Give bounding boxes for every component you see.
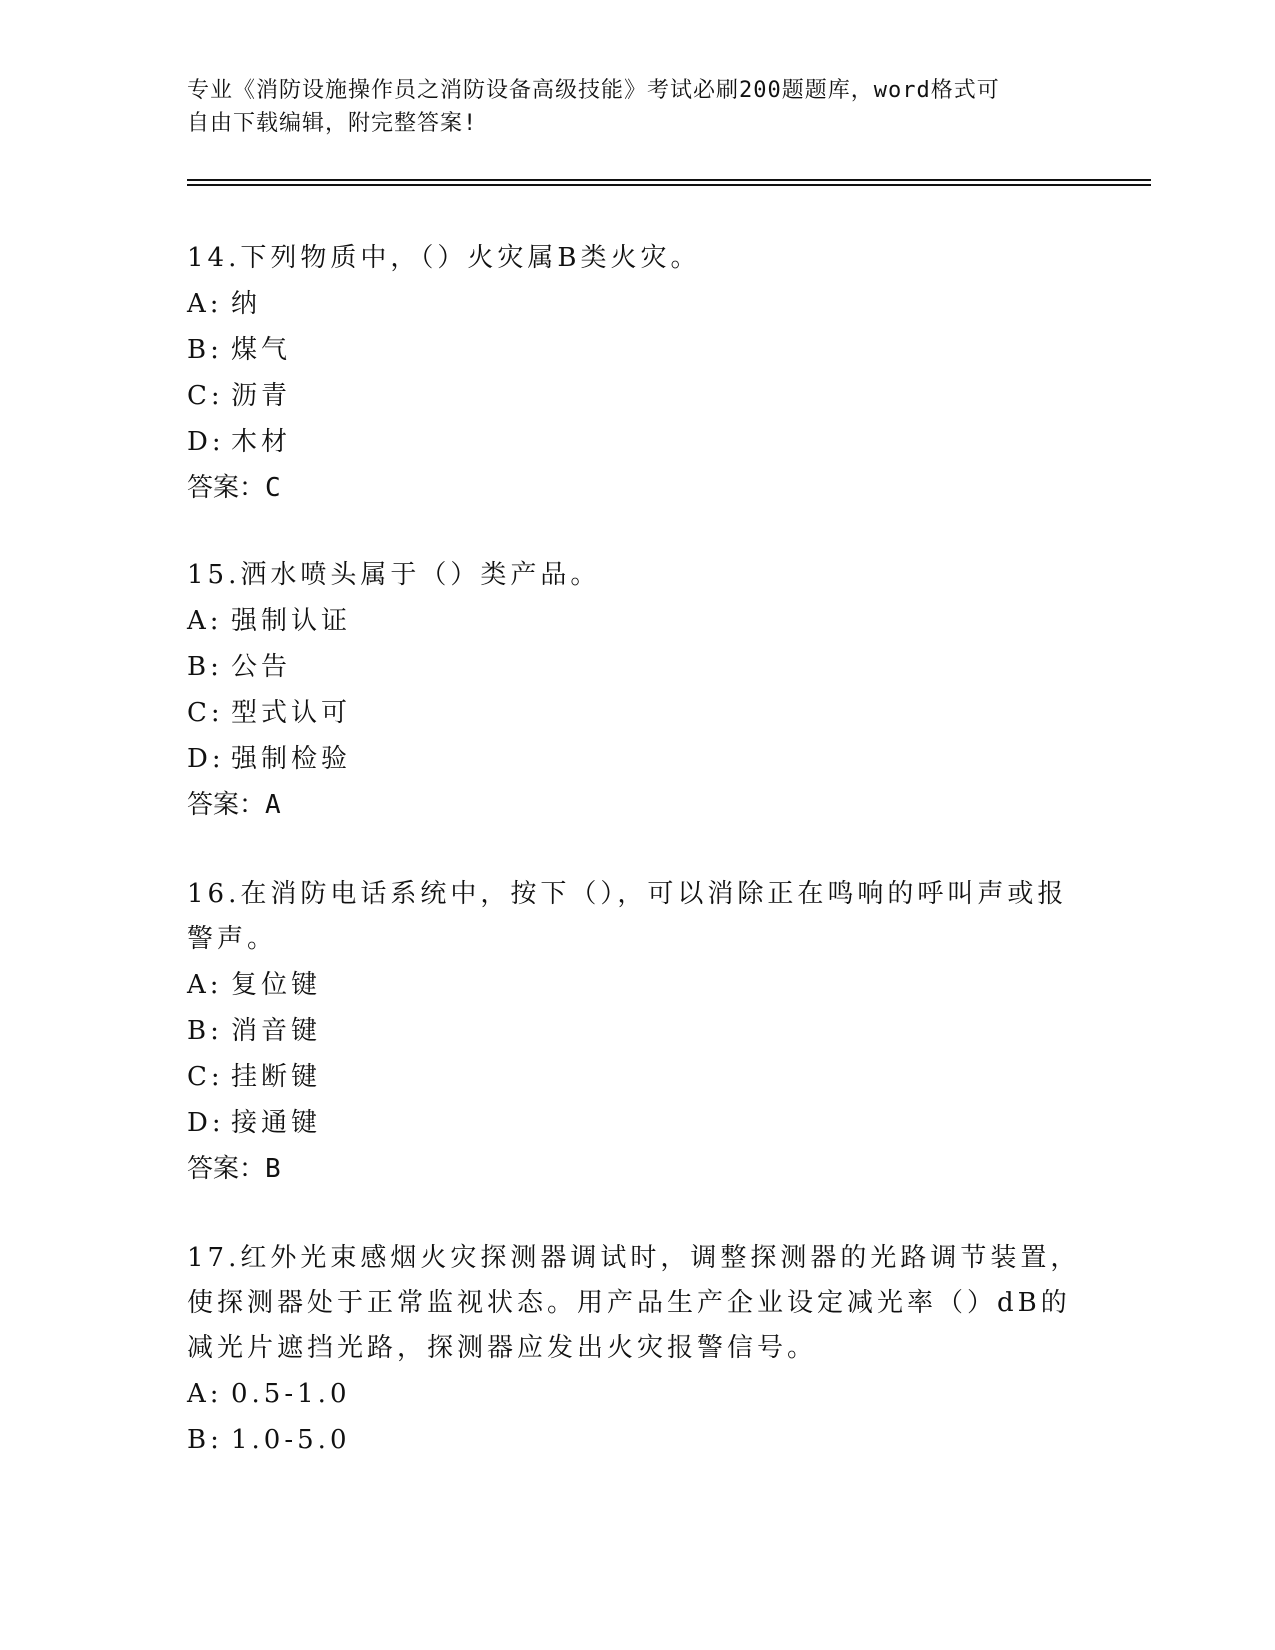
- option-b: [187, 1008, 1087, 1054]
- option-c: [187, 1054, 1087, 1100]
- question-stem: 15.洒水喷头属于（）类产品。: [187, 560, 601, 590]
- question-15: [187, 553, 1087, 828]
- option-key: B:: [187, 652, 223, 682]
- option-b: [187, 1417, 1087, 1463]
- option-a: [187, 281, 1087, 327]
- option-key: D:: [187, 1108, 225, 1138]
- option-d: [187, 736, 1087, 782]
- answer-line: 答案：B: [187, 1154, 281, 1184]
- option-key: C:: [187, 1062, 224, 1092]
- option-d: [187, 419, 1087, 465]
- option-b: [187, 327, 1087, 373]
- option-key: A:: [187, 1379, 223, 1409]
- header-line-1: 专业《消防设施操作员之消防设备高级技能》考试必刷200题题库，word格式可: [187, 78, 1000, 103]
- option-key: A:: [187, 970, 223, 1000]
- option-text: 挂断键: [231, 1062, 322, 1092]
- option-key: A:: [187, 289, 223, 319]
- option-text: 强制检验: [231, 744, 352, 774]
- option-b: [187, 644, 1087, 690]
- option-text: 公告: [231, 652, 292, 682]
- option-text: 强制认证: [231, 606, 352, 636]
- option-text: 0.5-1.0: [231, 1379, 351, 1409]
- option-text: 接通键: [231, 1108, 322, 1138]
- question-17: [187, 1236, 1087, 1463]
- option-text: 型式认可: [231, 698, 352, 728]
- option-c: [187, 373, 1087, 419]
- option-text: 1.0-5.0: [231, 1425, 351, 1455]
- option-key: B:: [187, 1016, 223, 1046]
- option-text: 消音键: [231, 1016, 322, 1046]
- document-header: [187, 74, 1067, 140]
- option-d: [187, 1100, 1087, 1146]
- option-text: 木材: [231, 427, 292, 457]
- option-key: D:: [187, 427, 225, 457]
- question-stem: 16.在消防电话系统中，按下（），可以消除正在鸣响的呼叫声或报警声。: [187, 879, 1068, 954]
- option-a: [187, 598, 1087, 644]
- header-line-2: 自由下载编辑，附完整答案!: [187, 111, 478, 136]
- question-stem: 17.红外光束感烟火灾探测器调试时，调整探测器的光路调节装置，使探测器处于正常监视状态。用产品生产企业设定减光率（）dB的减光片遮挡光路，探测器应发出火灾报警信号。: [187, 1243, 1081, 1363]
- option-key: B:: [187, 1425, 223, 1455]
- question-stem: 14.下列物质中，（）火灾属B类火灾。: [187, 243, 701, 273]
- option-key: B:: [187, 335, 223, 365]
- option-key: C:: [187, 698, 224, 728]
- header-divider-bottom: [187, 184, 1151, 186]
- option-text: 煤气: [231, 335, 292, 365]
- answer-line: 答案：A: [187, 790, 281, 820]
- option-text: 复位键: [231, 970, 322, 1000]
- option-a: [187, 1371, 1087, 1417]
- option-key: D:: [187, 744, 225, 774]
- option-a: [187, 962, 1087, 1008]
- option-key: C:: [187, 381, 224, 411]
- option-text: 纳: [231, 289, 262, 319]
- option-c: [187, 690, 1087, 736]
- option-key: A:: [187, 606, 223, 636]
- question-16: [187, 872, 1087, 1192]
- header-divider-top: [187, 179, 1151, 181]
- question-14: [187, 236, 1087, 511]
- answer-line: 答案：C: [187, 473, 281, 503]
- option-text: 沥青: [231, 381, 292, 411]
